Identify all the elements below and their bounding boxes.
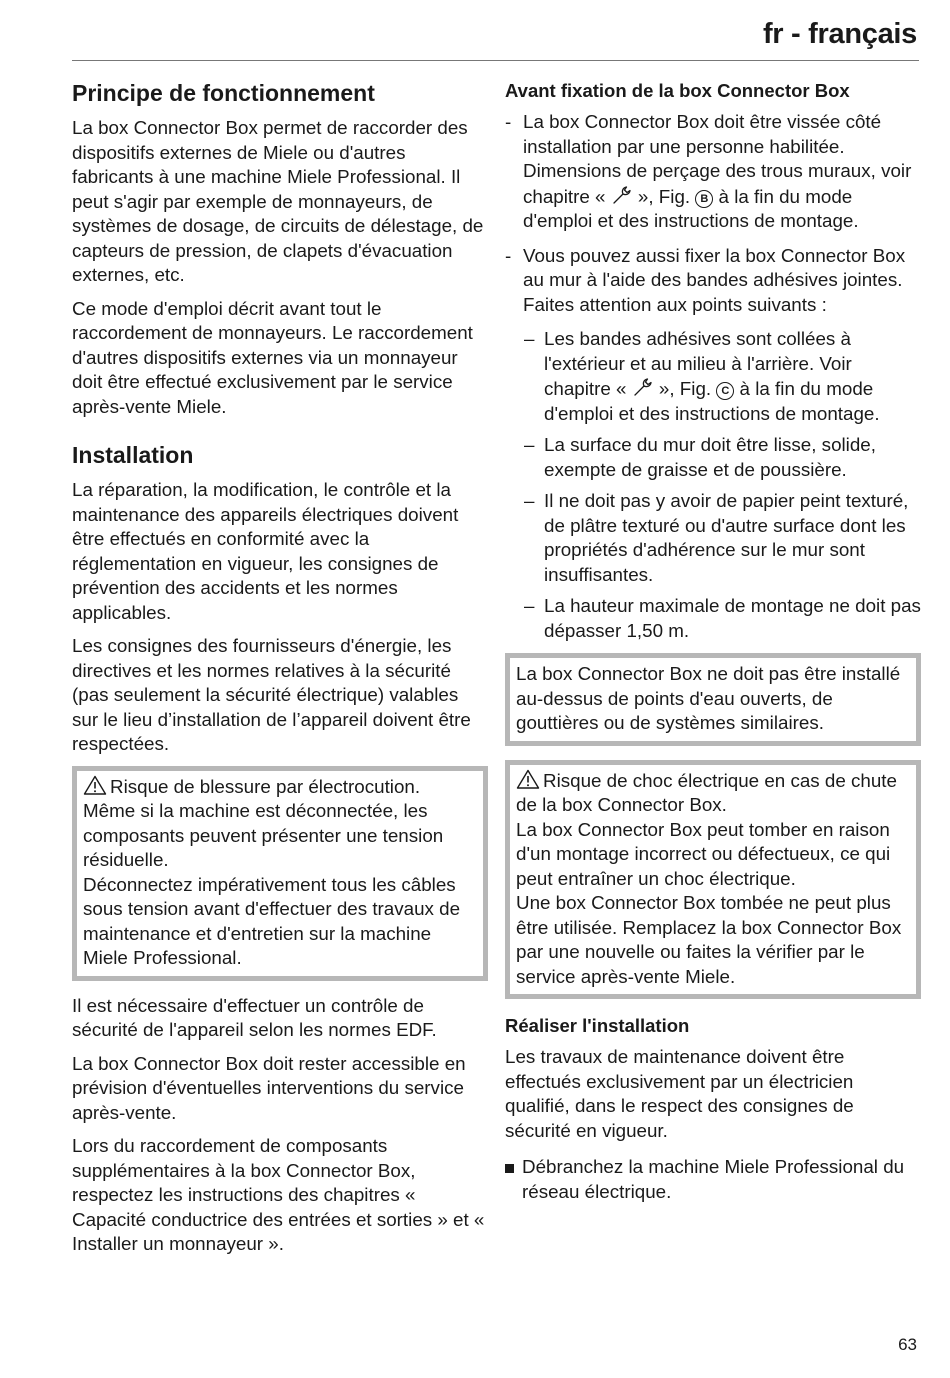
figure-b-badge: B	[695, 190, 713, 208]
language-header: fr - français	[762, 18, 917, 50]
warning-triangle-icon	[516, 769, 540, 789]
wrench-icon	[632, 376, 654, 398]
list-item: - Vous pouvez aussi fixer la box Connector Box au mur à l'aide des bandes adhésives jointes. Faites attention aux points suivants :	[505, 244, 906, 315]
sub-list-item: – La surface du mur doit être lisse, solide, exempte de graisse et de poussière.	[524, 434, 876, 480]
header-divider	[72, 60, 919, 61]
sub-list-item: – La hauteur maximale de montage ne doit pas dépasser 1,50 m.	[524, 595, 921, 641]
sub-list-item: – Il ne doit pas y avoir de papier peint texturé, de plâtre texturé ou d'autre surface dont les propriétés d'adhérence sur le mur sont insuffisantes.	[524, 490, 909, 585]
paragraph: Il est nécessaire d'effectuer un contrôle de sécurité de l'appareil selon les normes EDF.	[72, 994, 437, 1040]
paragraph: Les consignes des fournisseurs d'énergie, les directives et les normes relatives à la sécurité (pas seulement la sécurité électrique) valables sur le lieu d’installation de l’appareil doivent être respectées.	[72, 635, 471, 754]
warning-box-electric-shock	[505, 760, 921, 1000]
right-column	[505, 78, 921, 1204]
warning-box-electrocution	[72, 766, 488, 981]
warning-title: Risque de choc électrique en cas de chute de la box Connector Box.	[516, 769, 897, 815]
paragraph: La box Connector Box doit rester accessible en prévision d'éventuelles interventions du service après-vente.	[72, 1052, 466, 1123]
notice-box: La box Connector Box ne doit pas être installé au-dessus de points d'eau ouverts, de gouttières ou de systèmes similaires.	[505, 653, 921, 746]
subsection-title-realiser: Réaliser l'installation	[505, 1015, 690, 1036]
sub-list-item: – Les bandes adhésives sont collées à l'extérieur et au milieu à l'arrière. Voir chapitre « », Fig. C à la fin du mode d'emploi et des instructions de montage.	[524, 328, 880, 424]
left-column	[72, 78, 488, 1266]
section-title-principe: Principe de fonctionnement	[72, 80, 375, 106]
paragraph: La box Connector Box permet de raccorder des dispositifs externes de Miele ou d'autres fabricants à une machine Miele Professional. Il peut s'agir par exemple de monnayeurs, de systèmes de dosage, de circuits de délestage, de capteurs de pression, de clapets d'évacuation externes, etc.	[72, 117, 484, 285]
list-item: - La box Connector Box doit être vissée côté installation par une personne habilitée. Dimensions de perçage des trous muraux, voir chapitre « », Fig. B à la fin du mode d'emploi et des instructions de montage.	[505, 111, 912, 231]
warning-triangle-icon	[83, 775, 107, 795]
warning-text: La box Connector Box peut tomber en raison d'un montage incorrect ou défectueux, ce qui peut entraîner un choc électrique.	[516, 818, 891, 889]
action-step: Débranchez la machine Miele Professional du réseau électrique.	[505, 1155, 921, 1204]
subsection-title-avant-fixation: Avant fixation de la box Connector Box	[505, 80, 850, 101]
warning-title: Risque de blessure par électrocution.	[83, 775, 477, 800]
figure-c-badge: C	[716, 382, 734, 400]
page-number: 63	[898, 1335, 917, 1354]
warning-text: Même si la machine est déconnectée, les composants peuvent présenter une tension résiduelle.	[83, 800, 444, 870]
paragraph: Ce mode d'emploi décrit avant tout le raccordement de monnayeurs. Le raccordement d'autres dispositifs externes via un monnayeur doit être effectué exclusivement par le service après-vente Miele.	[72, 297, 473, 417]
warning-text: Une box Connector Box tombée ne peut plus être utilisée. Remplacez la box Connector Box par une nouvelle ou faites la vérifier par le service après-vente Miele.	[516, 892, 902, 987]
section-title-installation: Installation	[72, 442, 194, 468]
paragraph: Les travaux de maintenance doivent être effectués exclusivement par un électricien qualifié, dans le respect des consignes de sécurité en vigueur.	[505, 1046, 854, 1141]
warning-text: Déconnectez impérativement tous les câbles sous tension avant d'effectuer des travaux de maintenance et d'entretien sur la machine Miele Professional.	[83, 873, 461, 968]
square-bullet-icon	[505, 1164, 514, 1173]
wrench-icon	[611, 184, 633, 206]
paragraph: La réparation, la modification, le contrôle et la maintenance des appareils électriques doivent être effectués en conformité avec la réglementation en vigueur, les consignes de prévention des accidents et les normes applicables.	[72, 479, 459, 623]
paragraph: Lors du raccordement de composants supplémentaires à la box Connector Box, respectez les instructions des chapitres « Capacité conductrice des entrées et sorties » et « Installer un monnayeur ».	[72, 1135, 485, 1254]
